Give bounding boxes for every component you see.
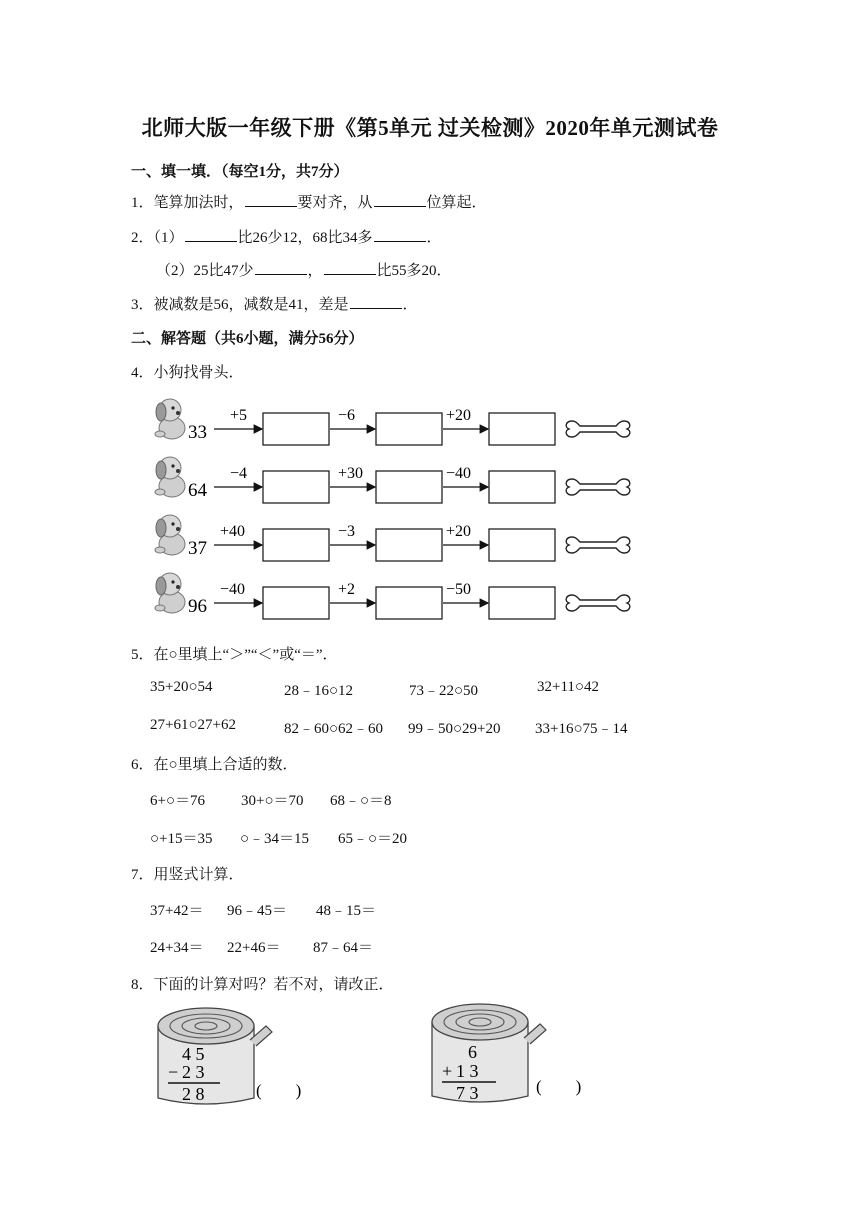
- tree-stump-1: [150, 1004, 330, 1108]
- stump-1-bottom: 2 3: [182, 1062, 205, 1082]
- stump-1-top: 4 5: [182, 1044, 205, 1064]
- q5-item[interactable]: 27+61○27+62: [150, 717, 236, 733]
- q1-blank-1[interactable]: [245, 193, 297, 207]
- q4-answer-box[interactable]: [263, 529, 329, 561]
- q4-row-start: 64: [188, 480, 207, 501]
- dog-icon: [155, 515, 185, 555]
- q6-item[interactable]: 65﹣○＝20: [338, 831, 408, 847]
- tree-stump-2: [424, 1000, 614, 1106]
- q5-item[interactable]: 82﹣60○62﹣60: [284, 721, 384, 737]
- q4-answer-box[interactable]: [263, 413, 329, 445]
- bone-icon: [566, 595, 630, 611]
- q4-row-start: 33: [188, 422, 207, 443]
- q6-item[interactable]: 6+○＝76: [150, 793, 206, 809]
- q4-op: +30: [338, 465, 364, 482]
- q4-answer-box[interactable]: [489, 587, 555, 619]
- q5-item[interactable]: 33+16○75﹣14: [535, 721, 628, 737]
- q4-op: +5: [230, 407, 248, 424]
- q4-op: −6: [338, 407, 356, 424]
- q7-item[interactable]: 22+46＝: [227, 940, 281, 956]
- dog-bone-diagram: [148, 390, 648, 630]
- q4-answer-box[interactable]: [489, 529, 555, 561]
- stump-1-result: 2 8: [182, 1084, 205, 1104]
- q2b-text-a: （2）25比47少: [156, 263, 254, 279]
- q4-title: 4．小狗找骨头．: [131, 365, 244, 381]
- stump-1-operator: −: [168, 1062, 179, 1082]
- q5-title: 5．在○里填上“＞”“＜”或“＝”．: [131, 647, 338, 663]
- q7-item[interactable]: 48﹣15＝: [316, 903, 377, 919]
- q2b-blank-2[interactable]: [324, 261, 376, 275]
- dog-icon: [155, 573, 185, 613]
- q7-item[interactable]: 96﹣45＝: [227, 903, 288, 919]
- q5-item[interactable]: 73﹣22○50: [409, 683, 479, 699]
- q7-item[interactable]: 24+34＝: [150, 940, 204, 956]
- question-3: [131, 293, 418, 314]
- q4-answer-box[interactable]: [376, 413, 442, 445]
- q6-item[interactable]: 30+○＝70: [241, 793, 304, 809]
- q4-row-start: 37: [188, 538, 207, 559]
- q4-answer-box[interactable]: [489, 413, 555, 445]
- q6-item[interactable]: 68﹣○＝8: [330, 793, 392, 809]
- q1-blank-2[interactable]: [374, 193, 426, 207]
- question-1: [131, 191, 487, 212]
- q2a-text-a: 2．（1）: [131, 230, 184, 246]
- page-title: 北师大版一年级下册《第5单元 过关检测》2020年单元测试卷: [141, 116, 719, 140]
- bone-icon: [566, 421, 630, 437]
- q4-row-2: [155, 457, 630, 503]
- q4-answer-box[interactable]: [263, 471, 329, 503]
- q7-item[interactable]: 37+42＝: [150, 903, 204, 919]
- stump-2-top: 6: [468, 1042, 477, 1062]
- stump-2-bottom: 1 3: [456, 1061, 479, 1081]
- q6-title: 6．在○里填上合适的数．: [131, 757, 298, 773]
- q4-answer-box[interactable]: [263, 587, 329, 619]
- stump-2-result: 7 3: [456, 1083, 479, 1103]
- q4-answer-box[interactable]: [376, 529, 442, 561]
- q2a-text-c: ．: [426, 230, 442, 246]
- q7-title: 7．用竖式计算．: [131, 867, 244, 883]
- q3-text-b: ．: [402, 297, 418, 313]
- stump-2-operator: +: [442, 1061, 453, 1081]
- q2b-text-b: ，: [307, 263, 323, 279]
- question-2-part-2: [156, 259, 452, 280]
- q1-text-c: 位算起．: [426, 195, 487, 211]
- q2b-blank-1[interactable]: [255, 261, 307, 275]
- q8-title: 8．下面的计算对吗？若不对，请改正．: [131, 977, 394, 993]
- q4-row-start: 96: [188, 596, 207, 617]
- q1-text-a: 1．笔算加法时，: [131, 195, 244, 211]
- q2a-blank-2[interactable]: [374, 228, 426, 242]
- q4-op: +2: [338, 581, 356, 598]
- section-1-heading: 一、填一填．（每空1分，共7分）: [131, 164, 349, 180]
- q4-op: −4: [230, 465, 248, 482]
- q4-answer-box[interactable]: [489, 471, 555, 503]
- stump-2-answer-paren[interactable]: ( ): [536, 1077, 582, 1096]
- bone-icon: [566, 479, 630, 495]
- q2a-text-b: 比26少12，68比34多: [237, 230, 373, 246]
- q1-text-b: 要对齐，从: [297, 195, 373, 211]
- question-2-part-1: [131, 226, 442, 247]
- q3-text-a: 3．被减数是56，减数是41，差是: [131, 297, 349, 313]
- q3-blank[interactable]: [350, 295, 402, 309]
- q6-item[interactable]: ○﹣34＝15: [240, 831, 310, 847]
- section-2-heading: 二、解答题（共6小题，满分56分）: [131, 331, 364, 347]
- q4-op: −50: [446, 581, 472, 598]
- q4-op: −3: [338, 523, 356, 540]
- bone-icon: [566, 537, 630, 553]
- q2a-blank-1[interactable]: [185, 228, 237, 242]
- q4-op: +20: [446, 407, 472, 424]
- q5-item[interactable]: 35+20○54: [150, 679, 213, 695]
- q2b-text-c: 比55多20．: [376, 263, 452, 279]
- q4-op: +20: [446, 523, 472, 540]
- q4-op: −40: [446, 465, 472, 482]
- q4-row-4: [155, 573, 630, 619]
- q4-answer-box[interactable]: [376, 587, 442, 619]
- q6-item[interactable]: ○+15＝35: [150, 831, 213, 847]
- q5-item[interactable]: 32+11○42: [537, 679, 599, 695]
- dog-icon: [155, 399, 185, 439]
- q7-item[interactable]: 87﹣64＝: [313, 940, 374, 956]
- q4-row-1: [155, 399, 630, 445]
- q5-item[interactable]: 28﹣16○12: [284, 683, 354, 699]
- dog-icon: [155, 457, 185, 497]
- q5-item[interactable]: 99﹣50○29+20: [408, 721, 501, 737]
- q4-op: −40: [220, 581, 246, 598]
- q4-op: +40: [220, 523, 246, 540]
- q4-row-3: [155, 515, 630, 561]
- stump-1-answer-paren[interactable]: ( ): [256, 1081, 302, 1100]
- q4-answer-box[interactable]: [376, 471, 442, 503]
